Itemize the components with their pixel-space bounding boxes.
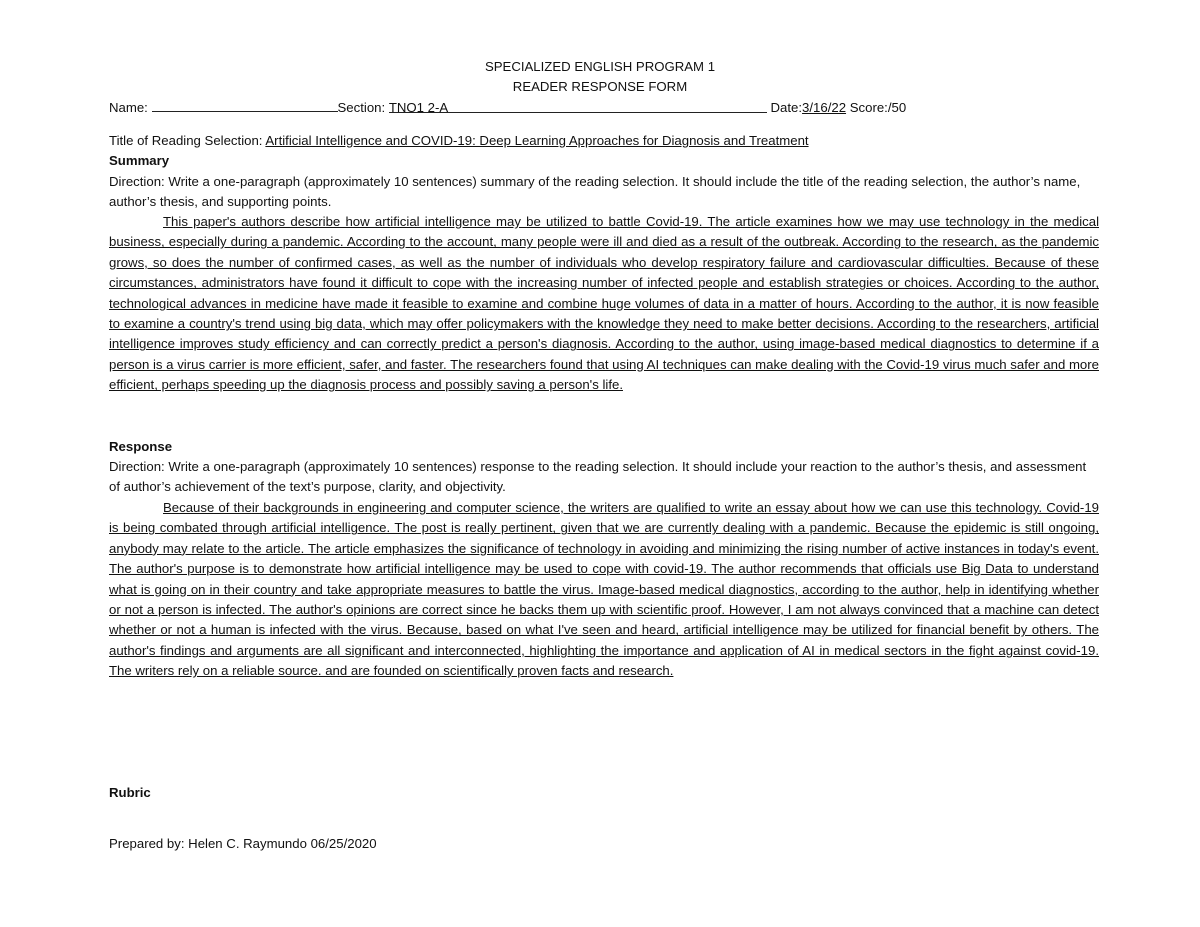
rubric-heading: Rubric [109,785,151,800]
summary-paragraph: This paper's authors describe how artificial intelligence may be utilized to battle Covid-19. The article examines how we may use technology in the medical business, especially during a pandemic. According to the account, many people were ill and died as a result of the outbreak. According to the research, as the pandemic grows, so does the number of confirmed cases, as well as the number of individuals who develop respiratory failure and cardiovascular difficulties. Because of these circumstances, administrators have found it difficult to cope with the increasing number of infected people and establish strategies or choices. According to the author, technological advances in medicine have made it feasible to examine and combine huge volumes of data in a matter of hours. According to the author, it is now feasible to examine a country's trend using big data, which may offer policymakers with the knowledge they need to make better decisions. According to the researchers, artificial intelligence improves study efficiency and can correctly predict a person's diagnosis. According to the author, using image-based medical diagnostics to determine if a person is a virus carrier is more efficient, safer, and faster. The researchers found that using AI techniques can make dealing with the Covid-19 virus much safer and more efficient, perhaps speeding up the diagnosis process and possibly saving a person's life. [109,214,1099,393]
info-row [109,97,906,118]
prepared-by: Prepared by: Helen C. Raymundo 06/25/2020 [109,836,377,851]
reading-title-line [109,131,809,151]
response-direction: Direction: Write a one-paragraph (approximately 10 sentences) response to the reading selection. It should include your reaction to the author’s thesis, and assessment of author’s achievement of the text’s purpose, clarity, and objectivity. [109,459,1087,495]
section-field[interactable] [389,98,767,113]
section-value: TNO1 2-A [388,100,449,115]
score-label: Score:/50 [849,100,907,115]
response-heading: Response [109,439,173,454]
reading-title-label: Title of Reading Selection: [109,133,263,148]
name-label: Name: [109,100,148,115]
summary-heading: Summary [109,153,170,168]
reading-title-value: Artificial Intelligence and COVID-19: Deep Learning Approaches for Diagnosis and Treatment [265,133,809,148]
form-title: READER RESPONSE FORM [512,79,688,94]
date-label: Date: [770,100,803,115]
section-label: Section: [337,100,386,115]
summary-direction: Direction: Write a one-paragraph (approximately 10 sentences) summary of the reading selection. It should include the title of the reading selection, the author’s name, author’s thesis, and supporting points. [109,174,1081,210]
response-paragraph: Because of their backgrounds in engineering and computer science, the writers are qualified to write an essay about how we can use this technology. Covid-19 is being combated through artificial intelligence. The post is really pertinent, given that we are currently dealing with a pandemic. Because the epidemic is still ongoing, anybody may relate to the article. The article emphasizes the significance of technology in avoiding and minimizing the rising number of active instances in today's event. The author's purpose is to demonstrate how artificial intelligence may be used to cope with covid-19. The author recommends that officials use Big Data to understand what is going on in their country and take appropriate measures to battle the virus. Image-based medical diagnostics, according to the author, help in identifying whether or not a person is infected. The author's opinions are correct since he backs them up with scientific proof. However, I am not always convinced that a machine can detect whether or not a human is infected with the virus. Because, based on what I've seen and heard, artificial intelligence may be utilized for financial benefit by others. The author's findings and arguments are all significant and interconnected, highlighting the importance and application of AI in medical sectors in the fight against covid-19. The writers rely on a reliable source. and are founded on scientifically proven facts and research. [109,500,1099,679]
date-value: 3/16/22 [802,100,847,115]
program-title: SPECIALIZED ENGLISH PROGRAM 1 [484,59,716,74]
name-field[interactable] [152,97,338,112]
